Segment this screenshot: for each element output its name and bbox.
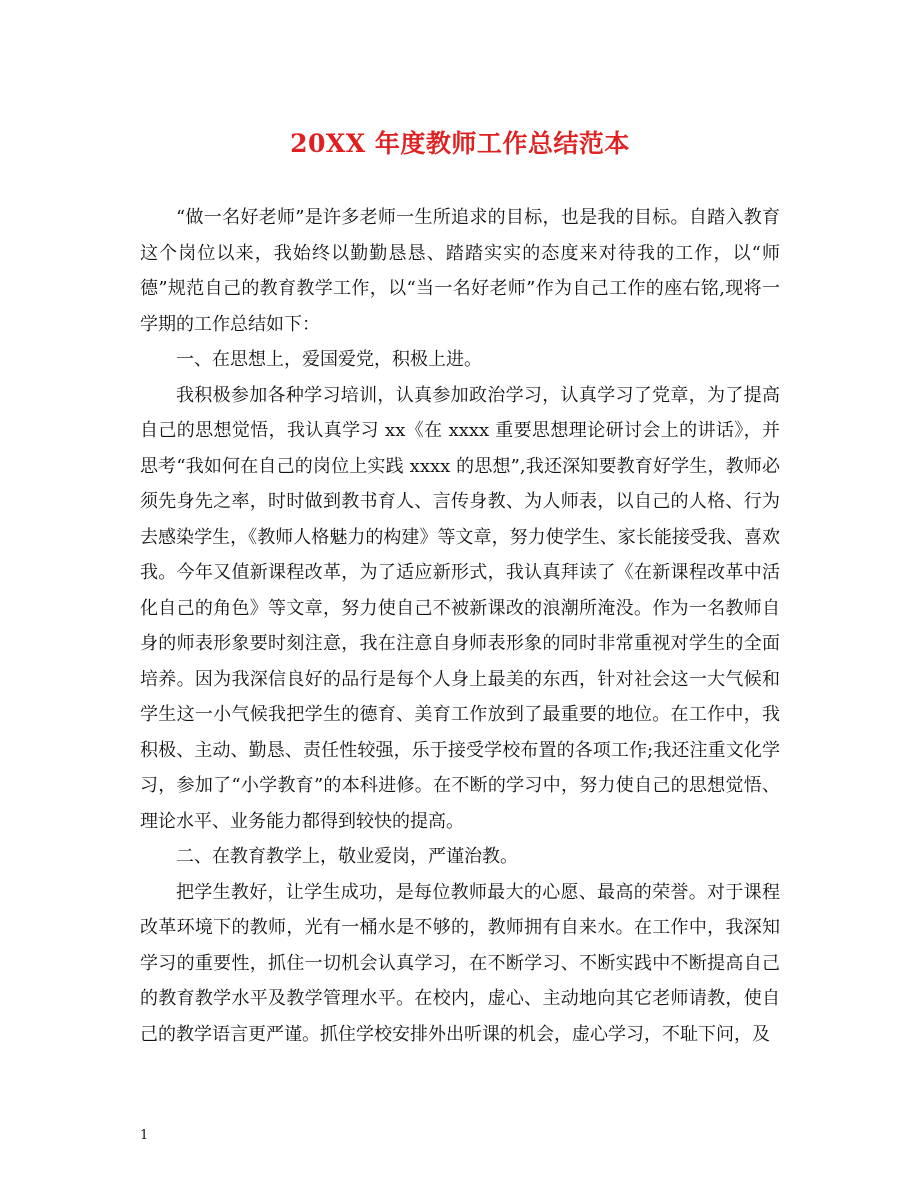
document-body <box>140 200 780 1052</box>
paragraph-intro: “做一名好老师”是许多老师一生所追求的目标，也是我的目标。自踏入教育这个岗位以来，我始终以勤勤恳恳、踏踏实实的态度来对待我的工作，以“师德”规范自己的教育教学工作，以“当一名好老师”作为自己工作的座右铭,现将一学期的工作总结如下： <box>140 207 780 335</box>
document-title: 20XX 年度教师工作总结范本 <box>290 129 630 158</box>
section-heading-1: 一、在思想上，爱国爱党，积极上进。 <box>176 349 482 370</box>
paragraph-section-1: 我积极参加各种学习培训，认真参加政治学习，认真学习了党章，为了提高自己的思想觉悟，我认真学习 xx《在 xxxx 重要思想理论研讨会上的讲话》，并思考“我如何在自己的岗位上实践 xxxx 的思想”,我还深知要教育好学生，教师必须先身先之率，时时做到教书育人、言传身教、为人师表，以自己的人格、行为去感染学生，《教师人格魅力的构建》等文章，努力使学生、家长能接受我、喜欢我。今年又值新课程改革，为了适应新形式，我认真拜读了《在新课程改革中活化自己的角色》等文章，努力使自己不被新课改的浪潮所淹没。作为一名教师自身的师表形象要时刻注意，我在注意自身师表形象的同时非常重视对学生的全面培养。因为我深信良好的品行是每个人身上最美的东西，针对社会这一大气候和学生这一小气候我把学生的德育、美育工作放到了最重要的地位。在工作中，我积极、主动、勤恳、责任性较强，乐于接受学校布置的各项工作;我还注重文化学习，参加了“小学教育”的本科进修。在不断的学习中，努力使自己的思想觉悟、理论水平、业务能力都得到较快的提高。 <box>140 384 780 832</box>
page-number: 1 <box>140 1128 149 1143</box>
section-heading-2: 二、在教育教学上，敬业爱岗，严谨治教。 <box>176 846 518 867</box>
paragraph-section-2: 把学生教好，让学生成功，是每位教师最大的心愿、最高的荣誉。对于课程改革环境下的教师，光有一桶水是不够的，教师拥有自来水。在工作中，我深知学习的重要性，抓住一切机会认真学习，在不断学习、不断实践中不断提高自己的教育教学水平及教学管理水平。在校内，虚心、主动地向其它老师请教，使自己的教学语言更严谨。抓住学校安排外出听课的机会，虚心学习，不耻下问，及 <box>140 881 780 1045</box>
